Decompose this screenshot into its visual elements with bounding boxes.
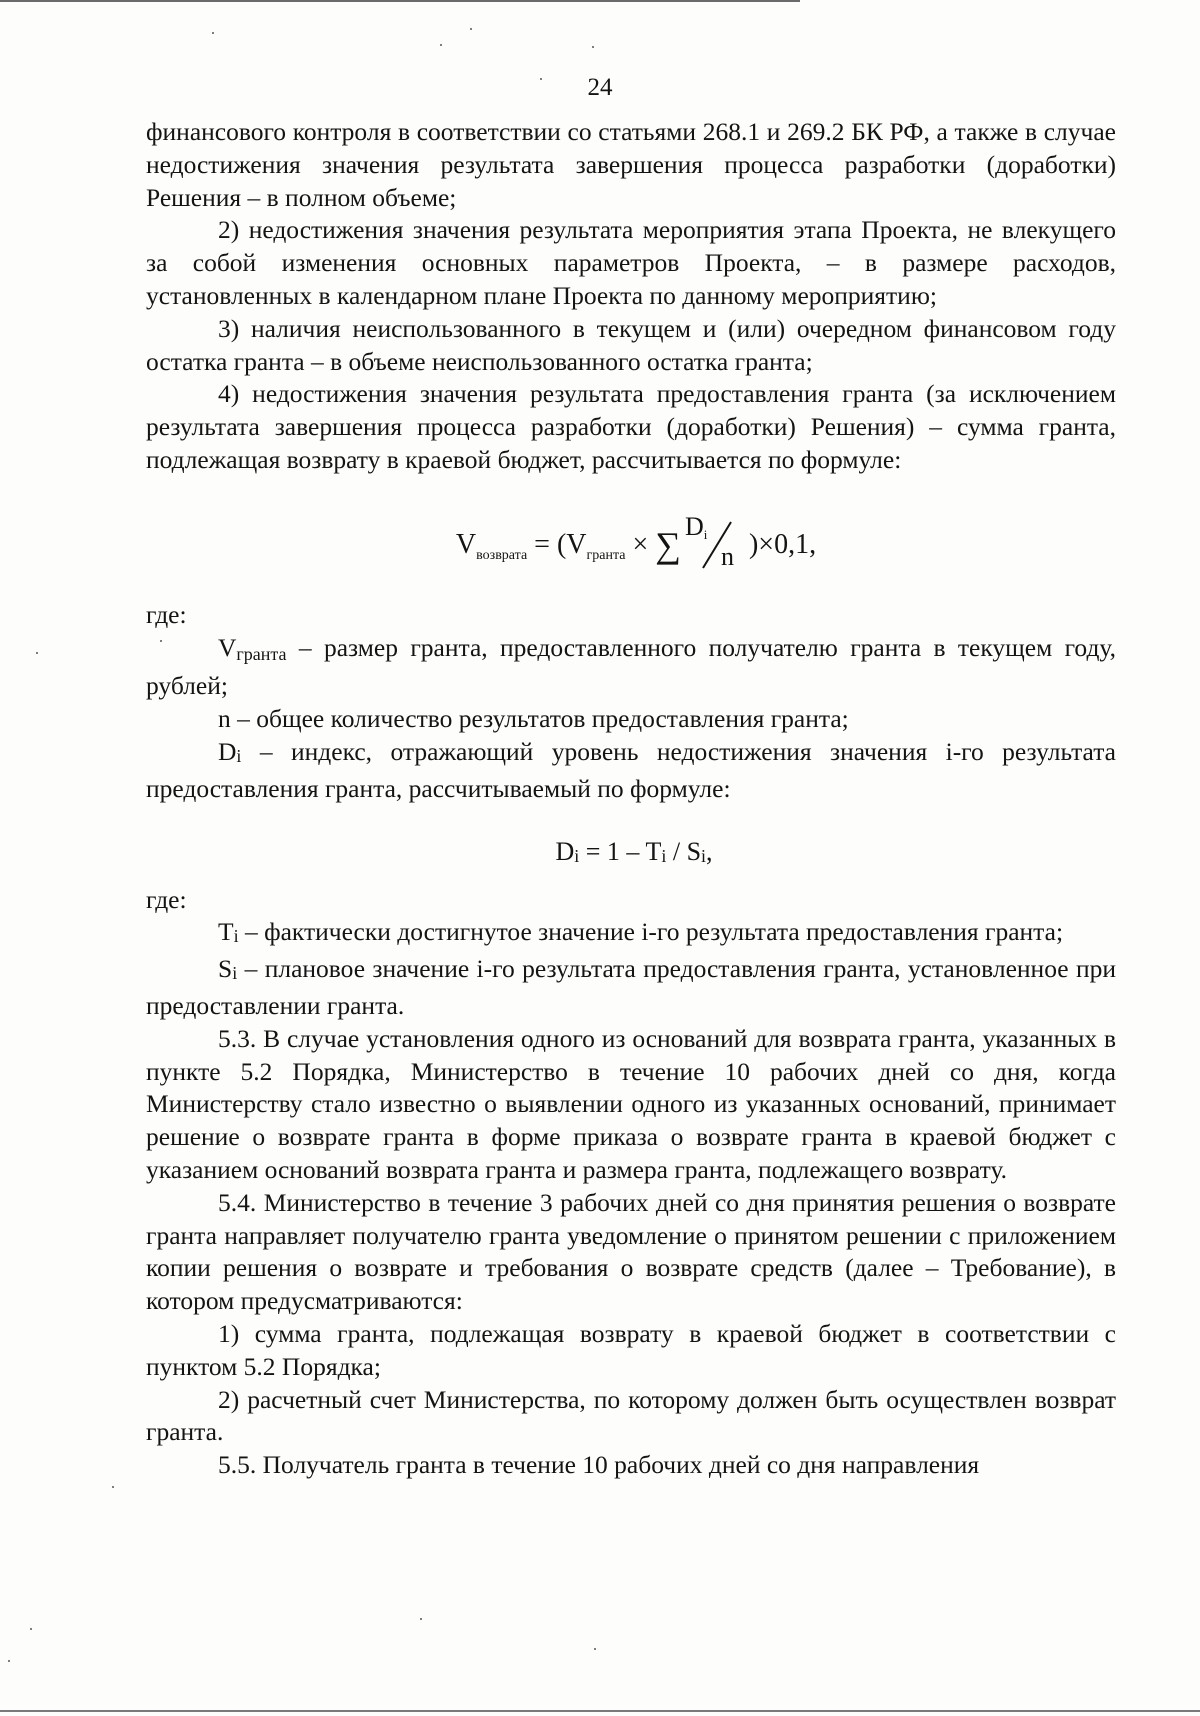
definition-si: Si – плановое значение i-го результата предоставления гранта, установленное при предоставлении гранта. — [146, 954, 1116, 1020]
scan-speck — [160, 640, 162, 642]
where-label: где: — [146, 599, 187, 629]
paragraph-5-4-item-2: 2) расчетный счет Министерства, по которому должен быть осуществлен возврат гранта. — [146, 1384, 1116, 1447]
paragraph-continuation: финансового контроля в соответствии со статьями 268.1 и 269.2 БК РФ, а также в случае недостижения значения результата завершения процесса разработки (доработки) Решения – в полном объеме; — [146, 117, 1116, 212]
formula-return-amount: $V_{возврата} = (V_{гранта}$ × ∑ $D_i$ n )×0,1, — [146, 517, 1116, 573]
scan-speck — [440, 44, 442, 46]
page-number: 24 — [587, 74, 613, 101]
paragraph-item-2: 2) недостижения значения результата мероприятия этапа Проекта, не влекущего за собой изменения основных параметров Проекта, – в размере расходов, установленных в календарном плане Проекта по данному мероприятию; — [146, 215, 1116, 310]
fraction-di-over-n: $D_i$ n — [684, 512, 734, 572]
document-body — [146, 116, 1116, 1482]
scan-speck — [30, 1628, 32, 1630]
paragraph-item-3: 3) наличия неиспользованного в текущем и (или) очередном финансовом году остатка гранта – в объеме неиспользованного остатка гранта; — [146, 313, 1116, 376]
formula-di: Di = 1 – Ti / Si, — [555, 836, 713, 866]
sigma-symbol: ∑ — [655, 524, 681, 565]
definition-di: Di – индекс, отражающий уровень недостижения значения i-го результата предоставления гранта, рассчитываемый по формуле: — [146, 736, 1116, 803]
paragraph-5-4-item-1: 1) сумма гранта, подлежащая возврату в краевой бюджет в соответствии с пунктом 5.2 Порядка; — [146, 1318, 1116, 1381]
definition-ti: Ti – фактически достигнутое значение i-го результата предоставления гранта; — [218, 917, 1064, 947]
definition-n: n – общее количество результатов предоставления гранта; — [218, 704, 849, 734]
scan-speck — [36, 652, 38, 654]
where-label-2: где: — [146, 884, 187, 914]
scan-speck — [470, 28, 472, 30]
paragraph-5-5: 5.5. Получатель гранта в течение 10 рабочих дней со дня направления — [218, 1450, 980, 1480]
scan-speck — [420, 1618, 422, 1620]
paragraph-5-3: 5.3. В случае установления одного из оснований для возврата гранта, указанных в пункте 5.2 Порядка, Министерство в течение 10 рабочих дней со дня, когда Министерству стало известно о выявлении одного из указанных оснований, принимает решение о возврате гранта в форме приказа о возврате гранта в краевой бюджет с указанием оснований возврата гранта и размера гранта, подлежащего возврату. — [146, 1023, 1116, 1184]
scan-speck — [592, 46, 594, 48]
scan-speck — [112, 1486, 114, 1488]
paragraph-item-4: 4) недостижения значения результата предоставления гранта (за исключением результата завершения процесса разработки (доработки) Решения) – сумма гранта, подлежащая возврату в краевой бюджет, рассчитывается по формуле: — [146, 379, 1116, 474]
paragraph-5-4: 5.4. Министерство в течение 3 рабочих дней со дня принятия решения о возврате гранта направляет получателю гранта уведомление о принятом решении с приложением копии решения о возврате и требования о возврате средств (далее – Требование), в котором предусматриваются: — [146, 1187, 1116, 1316]
definition-v-grant: Vгранта – размер гранта, предоставленного получателю гранта в текущем году, рублей; — [146, 632, 1116, 701]
scan-speck — [8, 1660, 10, 1662]
bottom-scan-edge — [0, 1710, 1200, 1712]
scan-speck — [594, 1648, 596, 1650]
top-scan-edge — [0, 0, 800, 2]
scan-speck — [212, 32, 214, 34]
scan-speck — [540, 78, 542, 80]
